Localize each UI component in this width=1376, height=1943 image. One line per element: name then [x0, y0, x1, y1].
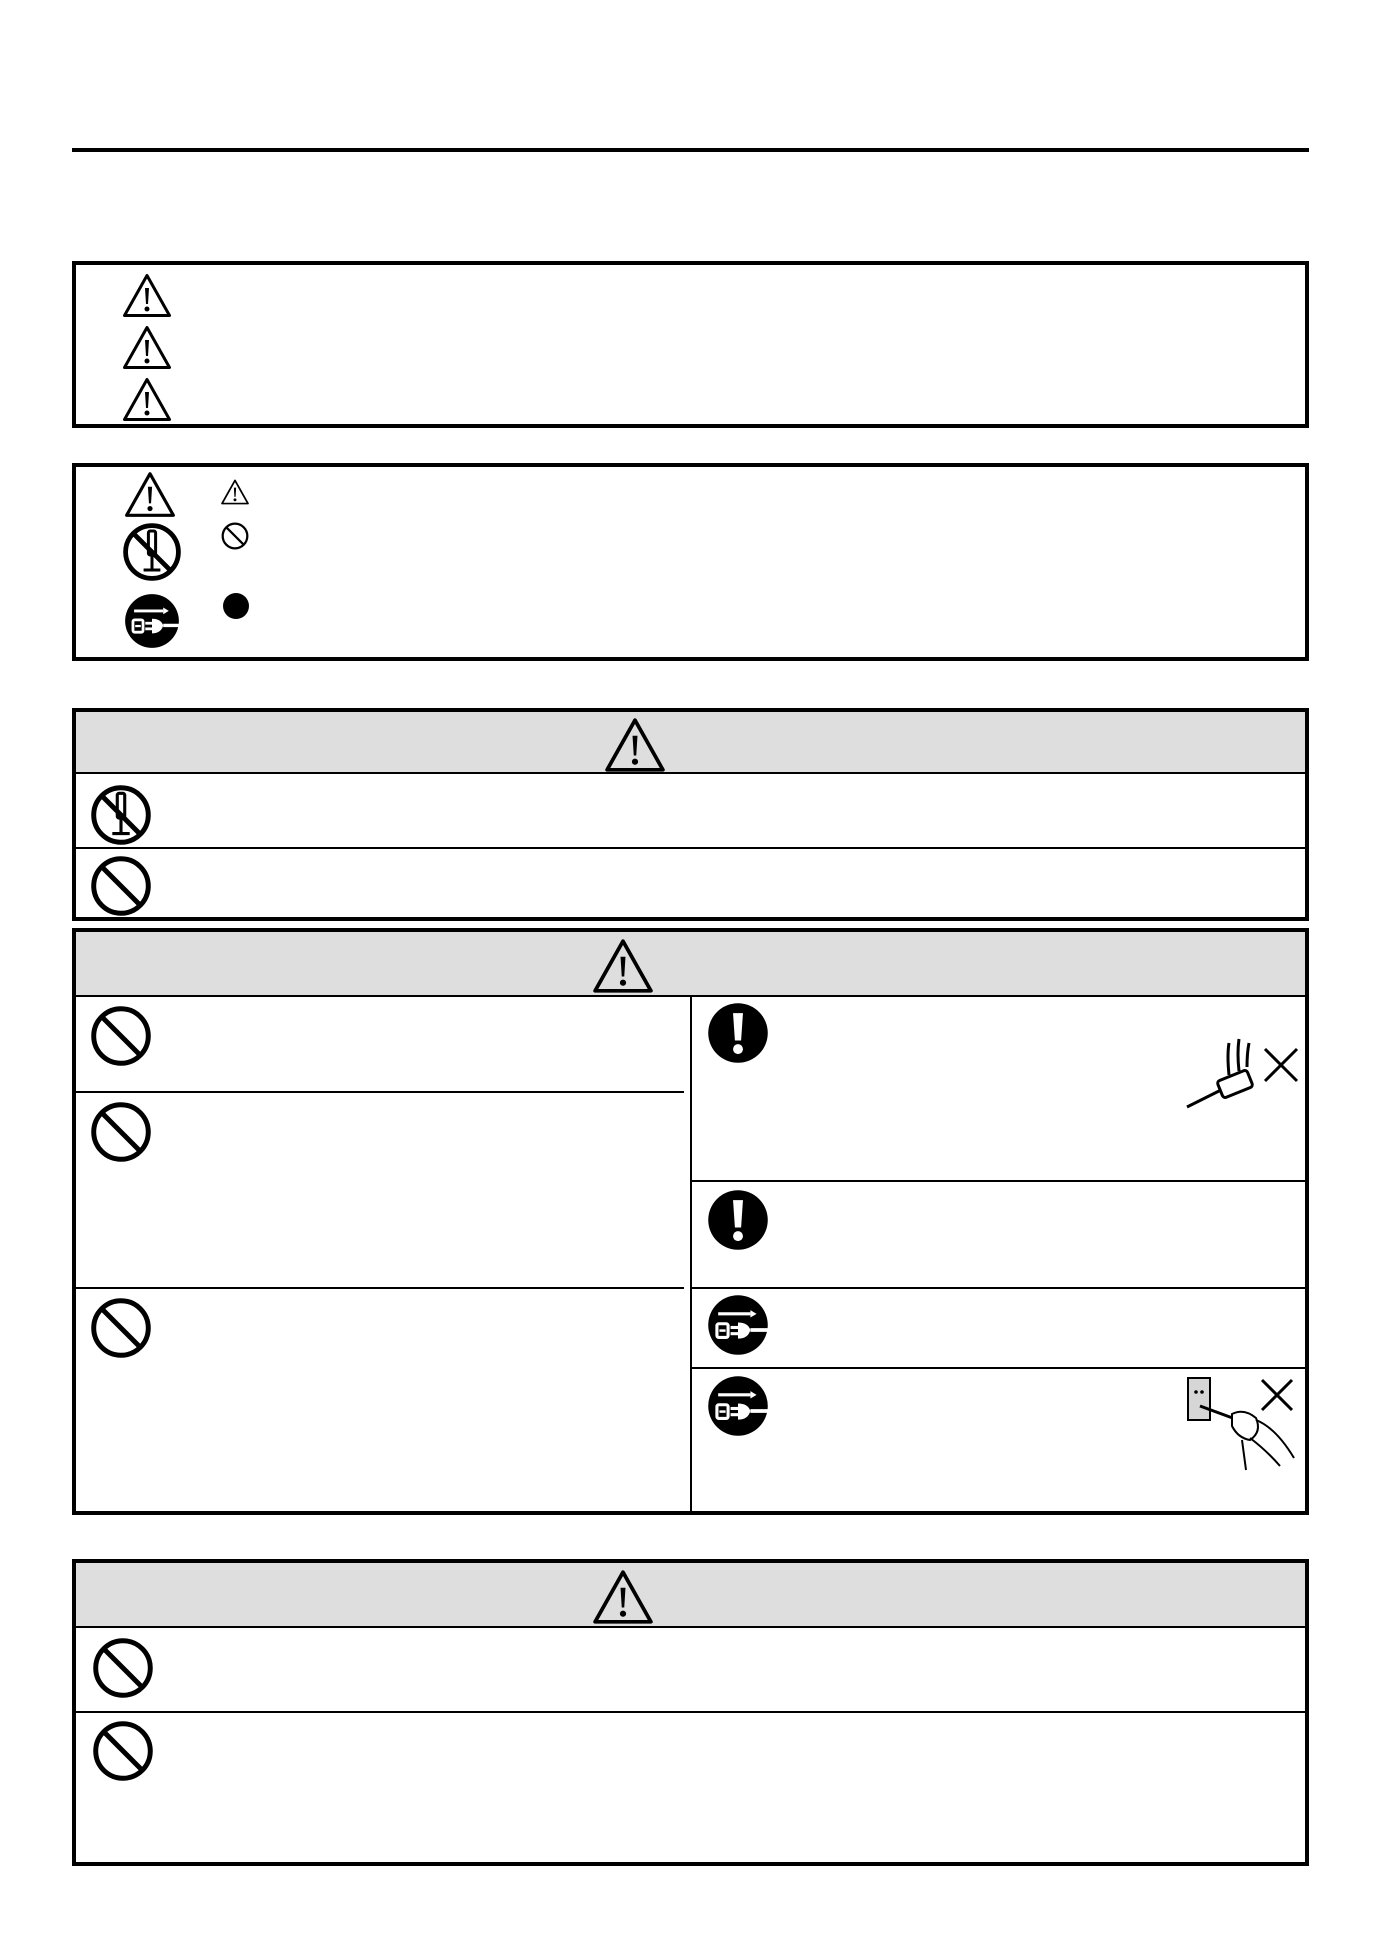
row-divider [692, 1180, 1305, 1182]
prohibition-icon [90, 1005, 152, 1067]
filled-dot-icon [222, 592, 250, 620]
section-header [76, 1563, 1305, 1628]
prohibition-icon [90, 855, 152, 917]
section-header [76, 712, 1305, 774]
warning-triangle-icon [122, 325, 172, 370]
warning-triangle-icon [122, 273, 172, 318]
row-divider [76, 1091, 684, 1093]
overloaded-outlet-illustration [1185, 1037, 1301, 1113]
warning-triangle-icon [592, 938, 654, 994]
prohibition-icon [90, 1101, 152, 1163]
warning-triangle-icon [604, 717, 666, 773]
warning-section-1 [72, 708, 1309, 921]
warning-triangle-icon [124, 471, 176, 518]
pulling-cord-illustration [1184, 1374, 1302, 1472]
row-divider [76, 847, 1305, 849]
prohibition-icon [90, 1297, 152, 1359]
top-rule [72, 148, 1309, 152]
warning-triangle-icon [122, 377, 172, 422]
warning-section-2 [72, 928, 1309, 1515]
mandatory-action-icon [707, 1002, 769, 1064]
prohibition-icon [92, 1720, 154, 1782]
row-divider [692, 1287, 1305, 1289]
mandatory-action-icon [707, 1189, 769, 1251]
prohibition-icon [92, 1637, 154, 1699]
section-header [76, 932, 1305, 997]
small-prohibition-icon [221, 522, 249, 550]
warning-triangle-icon [592, 1569, 654, 1625]
unplug-icon [707, 1294, 769, 1356]
no-disassembly-icon [122, 522, 182, 582]
unplug-icon [124, 593, 180, 649]
column-divider [690, 995, 692, 1511]
caution-section [72, 1559, 1309, 1866]
unplug-icon [707, 1375, 769, 1437]
row-divider [76, 1711, 1305, 1713]
signal-word-legend [72, 261, 1309, 428]
row-divider [76, 1287, 684, 1289]
no-disassembly-icon [90, 784, 152, 846]
symbol-explanation-box [72, 463, 1309, 661]
small-warning-triangle-icon [220, 479, 250, 505]
row-divider [692, 1367, 1305, 1369]
